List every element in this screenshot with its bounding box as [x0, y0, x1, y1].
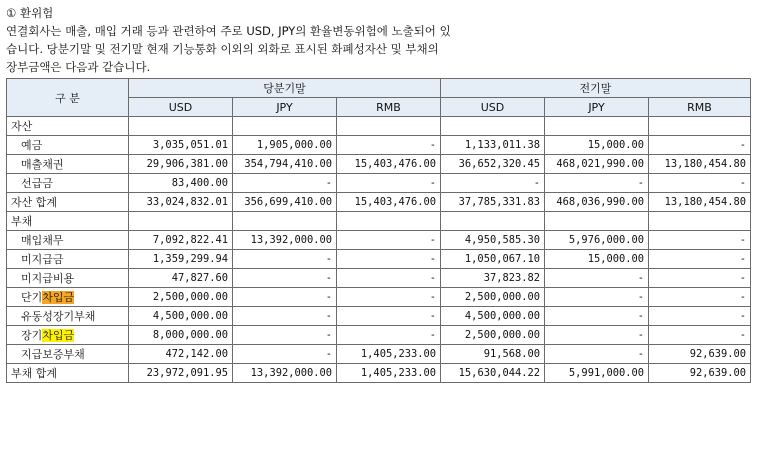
cell-value: - — [233, 250, 337, 269]
cell-value: - — [649, 307, 751, 326]
cell-value: - — [233, 288, 337, 307]
cell-value: - — [233, 326, 337, 345]
total-row-assets — [7, 193, 751, 212]
cell-value: - — [545, 174, 649, 193]
cell-value: - — [649, 136, 751, 155]
cell-value: 7,092,822.41 — [129, 231, 233, 250]
cell-value: - — [649, 250, 751, 269]
cell-value: 15,000.00 — [545, 136, 649, 155]
cell-value: - — [545, 326, 649, 345]
table-row — [7, 288, 751, 307]
table-row — [7, 307, 751, 326]
total-row-liabilities — [7, 364, 751, 383]
section-heading: ① 환위험 — [6, 6, 54, 20]
fx-exposure-table — [6, 78, 751, 383]
cell-value: 36,652,320.45 — [441, 155, 545, 174]
paragraph-line-1: 연결회사는 매출, 매입 거래 등과 관련하여 주로 USD, JPY의 환율변동위험에 노출되어 있 — [6, 24, 451, 38]
cell-value: 33,024,832.01 — [129, 193, 233, 212]
cell-value: - — [649, 231, 751, 250]
cell-value: 91,568.00 — [441, 345, 545, 364]
cell-value: 37,823.82 — [441, 269, 545, 288]
section-row-liabilities — [7, 212, 751, 231]
cell-value: 1,405,233.00 — [337, 345, 441, 364]
cell-value: - — [545, 345, 649, 364]
cell-value: 472,142.00 — [129, 345, 233, 364]
cell-value: 37,785,331.83 — [441, 193, 545, 212]
row-label: 매입채무 — [7, 231, 129, 250]
cell-value: 13,180,454.80 — [649, 193, 751, 212]
table-row — [7, 250, 751, 269]
table-row — [7, 136, 751, 155]
cell-value: 92,639.00 — [649, 345, 751, 364]
intro-text — [6, 4, 767, 76]
row-label: 선급금 — [7, 174, 129, 193]
cell-value: 5,991,000.00 — [545, 364, 649, 383]
cell-value: 3,035,051.01 — [129, 136, 233, 155]
cell-value: 1,405,233.00 — [337, 364, 441, 383]
cell-value: - — [441, 174, 545, 193]
row-label — [7, 288, 129, 307]
cell-value: 4,500,000.00 — [441, 307, 545, 326]
corner-header: 구 분 — [7, 79, 129, 117]
highlighted-term: 차입금 — [42, 291, 75, 304]
cell-value: 47,827.60 — [129, 269, 233, 288]
row-label: 미지급비용 — [7, 269, 129, 288]
cell-value: 15,403,476.00 — [337, 155, 441, 174]
row-label — [7, 326, 129, 345]
cell-value: 13,392,000.00 — [233, 231, 337, 250]
currency-header: JPY — [233, 98, 337, 117]
section-label: 자산 — [7, 117, 129, 136]
cell-value: 15,403,476.00 — [337, 193, 441, 212]
cell-value: - — [337, 288, 441, 307]
row-label: 예금 — [7, 136, 129, 155]
row-label: 유동성장기부채 — [7, 307, 129, 326]
paragraph-line-2: 습니다. 당분기말 및 전기말 현재 기능통화 이외의 외화로 표시된 화폐성자산 및 부채의 — [6, 42, 439, 56]
header-row-periods — [7, 79, 751, 98]
cell-value: - — [649, 174, 751, 193]
cell-value: 468,036,990.00 — [545, 193, 649, 212]
cell-value: - — [649, 326, 751, 345]
table-row — [7, 269, 751, 288]
table-row — [7, 155, 751, 174]
period-prior-header: 전기말 — [441, 79, 751, 98]
row-label: 자산 합계 — [7, 193, 129, 212]
currency-header: USD — [441, 98, 545, 117]
paragraph-line-3: 장부금액은 다음과 같습니다. — [6, 60, 151, 74]
cell-value: 1,359,299.94 — [129, 250, 233, 269]
cell-value: - — [337, 307, 441, 326]
row-label: 매출채권 — [7, 155, 129, 174]
table-row — [7, 326, 751, 345]
cell-value: - — [233, 345, 337, 364]
cell-value: - — [337, 174, 441, 193]
cell-value: - — [649, 269, 751, 288]
cell-value: - — [337, 136, 441, 155]
cell-value: - — [337, 250, 441, 269]
cell-value: - — [233, 269, 337, 288]
cell-value: 13,180,454.80 — [649, 155, 751, 174]
table-row — [7, 231, 751, 250]
cell-value: 1,050,067.10 — [441, 250, 545, 269]
cell-value: - — [233, 307, 337, 326]
cell-value: 354,794,410.00 — [233, 155, 337, 174]
cell-value: - — [545, 288, 649, 307]
cell-value: - — [337, 269, 441, 288]
row-label: 부채 합계 — [7, 364, 129, 383]
cell-value: 23,972,091.95 — [129, 364, 233, 383]
cell-value: - — [337, 326, 441, 345]
cell-value: - — [337, 231, 441, 250]
row-label: 지급보증부채 — [7, 345, 129, 364]
cell-value: - — [233, 174, 337, 193]
table-row — [7, 174, 751, 193]
cell-value: 468,021,990.00 — [545, 155, 649, 174]
cell-value: 8,000,000.00 — [129, 326, 233, 345]
cell-value: 2,500,000.00 — [441, 288, 545, 307]
cell-value: 13,392,000.00 — [233, 364, 337, 383]
cell-value: 15,000.00 — [545, 250, 649, 269]
cell-value: 92,639.00 — [649, 364, 751, 383]
currency-header: RMB — [337, 98, 441, 117]
cell-value: 2,500,000.00 — [129, 288, 233, 307]
currency-header: USD — [129, 98, 233, 117]
section-label: 부채 — [7, 212, 129, 231]
cell-value: 83,400.00 — [129, 174, 233, 193]
cell-value: 29,906,381.00 — [129, 155, 233, 174]
row-label: 미지급금 — [7, 250, 129, 269]
period-current-header: 당분기말 — [129, 79, 441, 98]
cell-value: 4,950,585.30 — [441, 231, 545, 250]
cell-value: 5,976,000.00 — [545, 231, 649, 250]
currency-header: RMB — [649, 98, 751, 117]
cell-value: 4,500,000.00 — [129, 307, 233, 326]
cell-value: 356,699,410.00 — [233, 193, 337, 212]
cell-value: 15,630,044.22 — [441, 364, 545, 383]
cell-value: 1,133,011.38 — [441, 136, 545, 155]
table-row — [7, 345, 751, 364]
cell-value: - — [545, 307, 649, 326]
label-prefix: 장기 — [21, 329, 43, 342]
cell-value: 2,500,000.00 — [441, 326, 545, 345]
cell-value: - — [649, 288, 751, 307]
cell-value: - — [545, 269, 649, 288]
cell-value: 1,905,000.00 — [233, 136, 337, 155]
label-prefix: 단기 — [21, 291, 43, 304]
currency-header: JPY — [545, 98, 649, 117]
section-row-assets — [7, 117, 751, 136]
highlighted-term: 차입금 — [42, 329, 75, 342]
